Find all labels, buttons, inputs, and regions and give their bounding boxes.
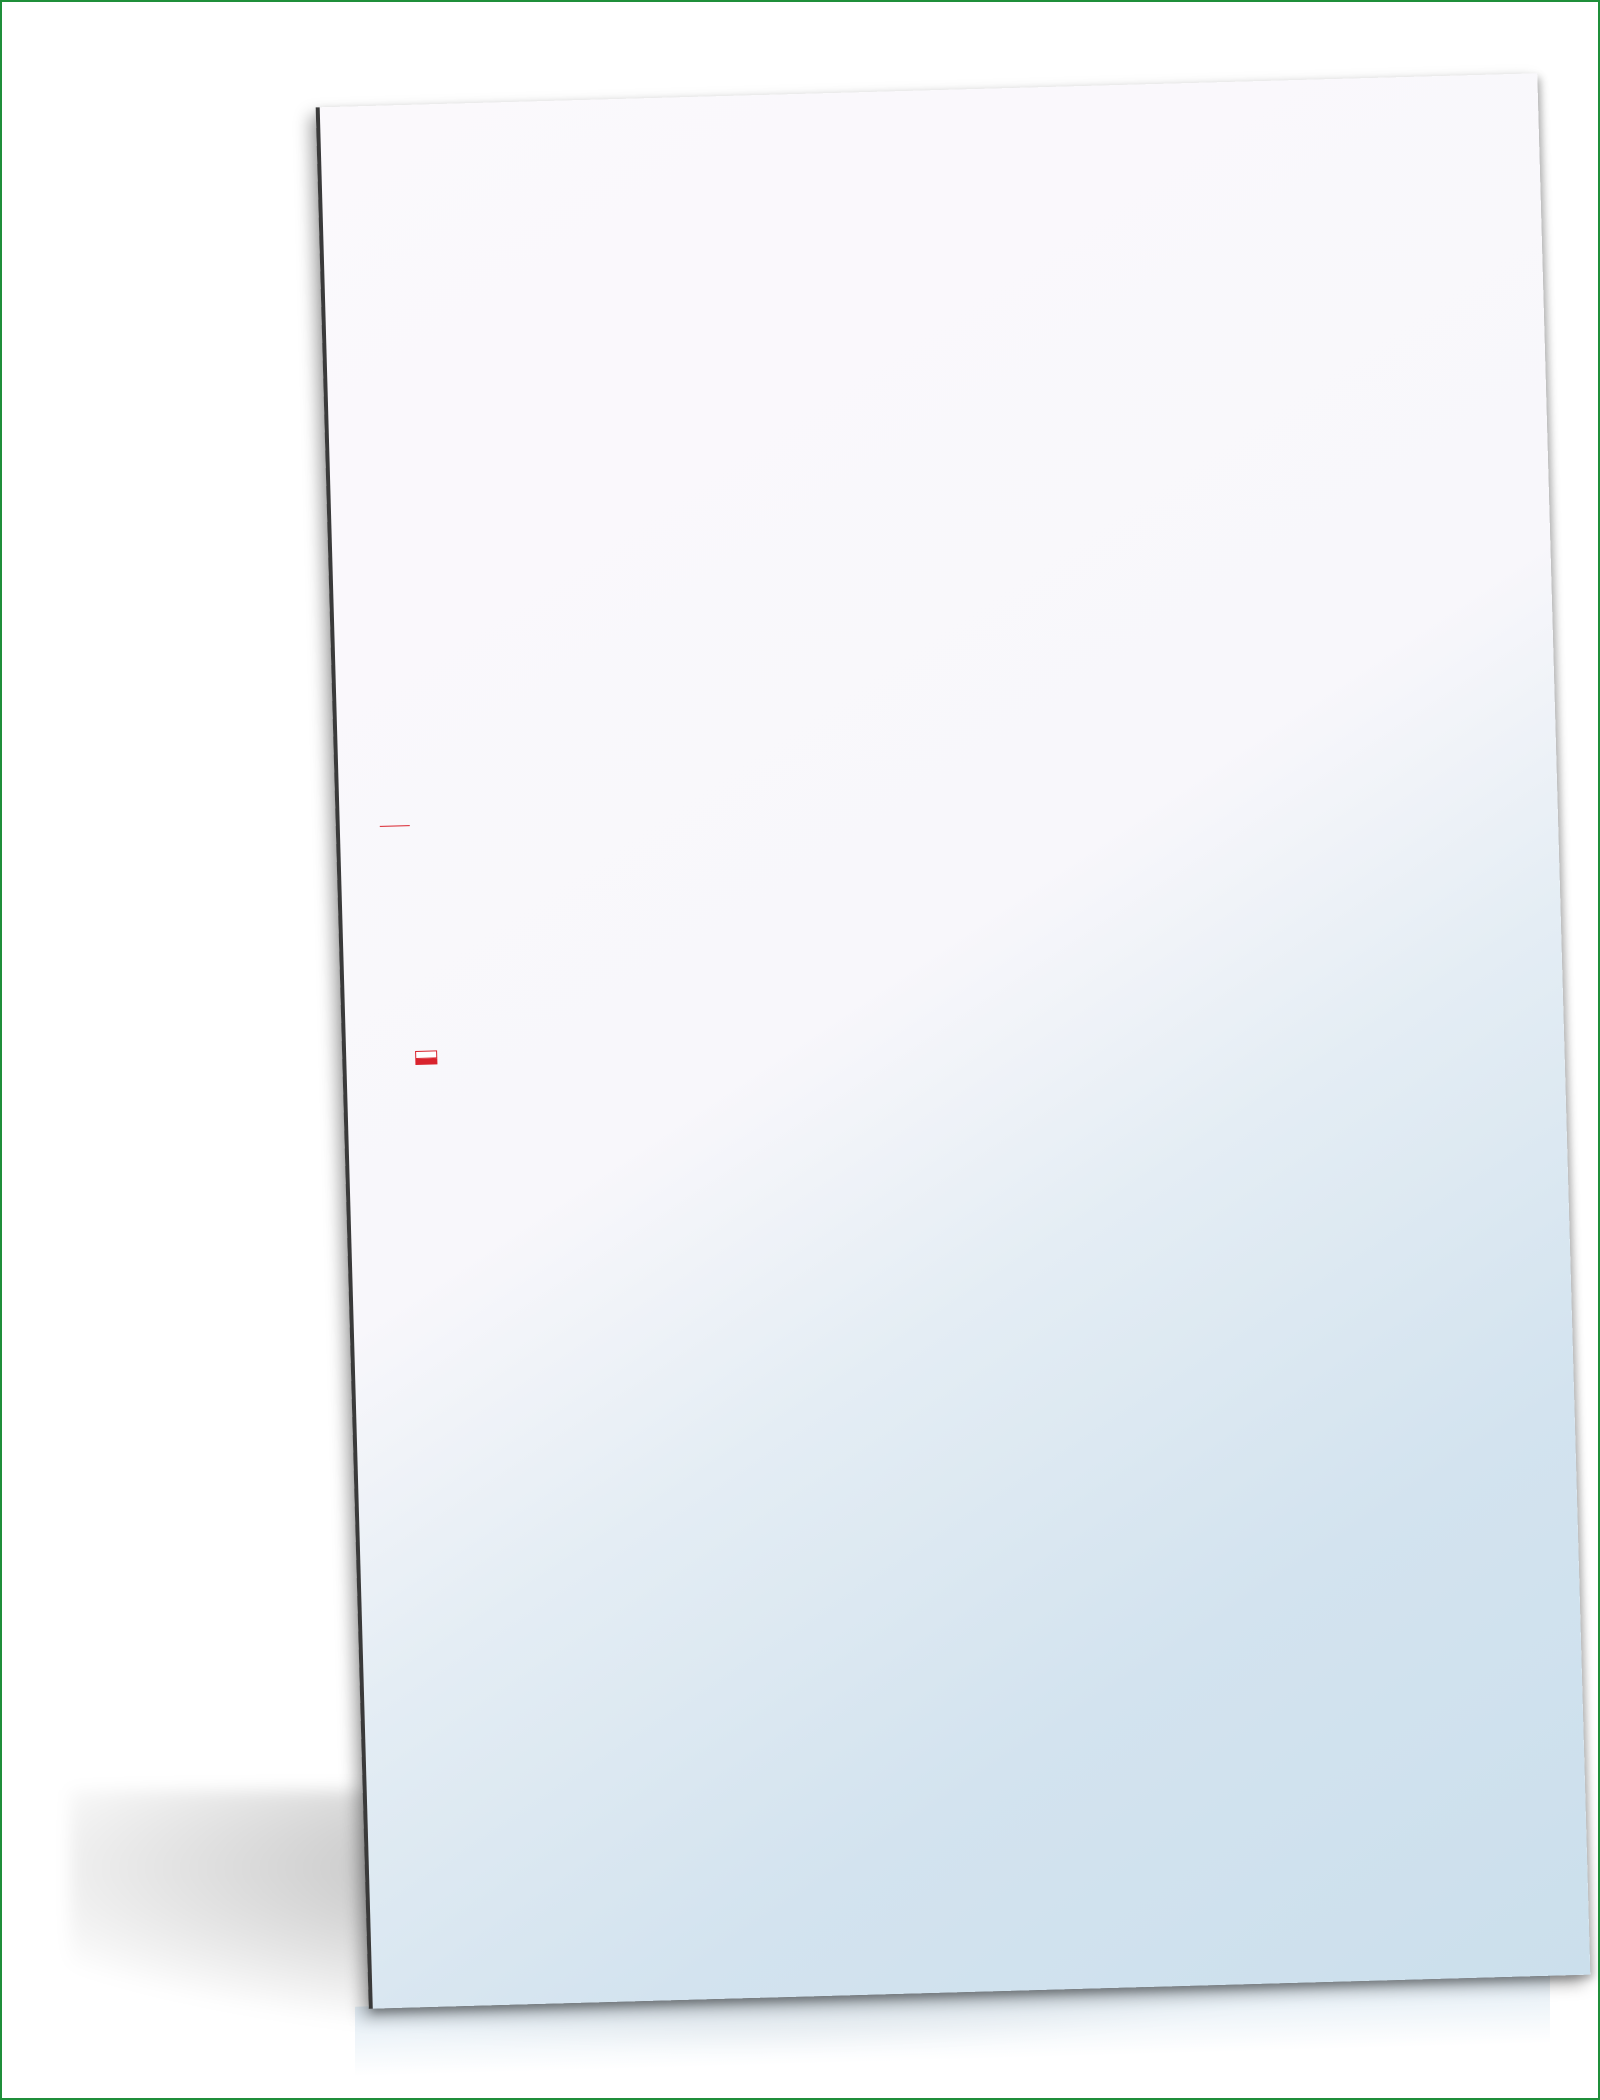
logo-rule <box>380 825 410 827</box>
subheader-in-ordnung <box>762 884 822 886</box>
subheader-nicht-in-ordnung <box>844 1413 914 1415</box>
subheader-durch-mieter <box>1283 869 1333 870</box>
balkon-checklist <box>320 73 1538 107</box>
logo-blitz-text <box>415 1050 437 1059</box>
subheader-durch-vermieter <box>1356 1379 1426 1381</box>
abstellkammer-checklist <box>320 73 1538 107</box>
document-page <box>316 73 1591 2008</box>
sanitary-checklist <box>320 73 1538 107</box>
subheader-durch-vermieter <box>1341 867 1411 869</box>
logo-form-text <box>415 1058 437 1065</box>
subheader-durch-mieter <box>1298 1385 1348 1386</box>
subheader-in-ordnung <box>777 1419 837 1421</box>
subheader-nicht-in-ordnung <box>830 881 900 883</box>
formblitz-logo <box>415 1050 437 1065</box>
